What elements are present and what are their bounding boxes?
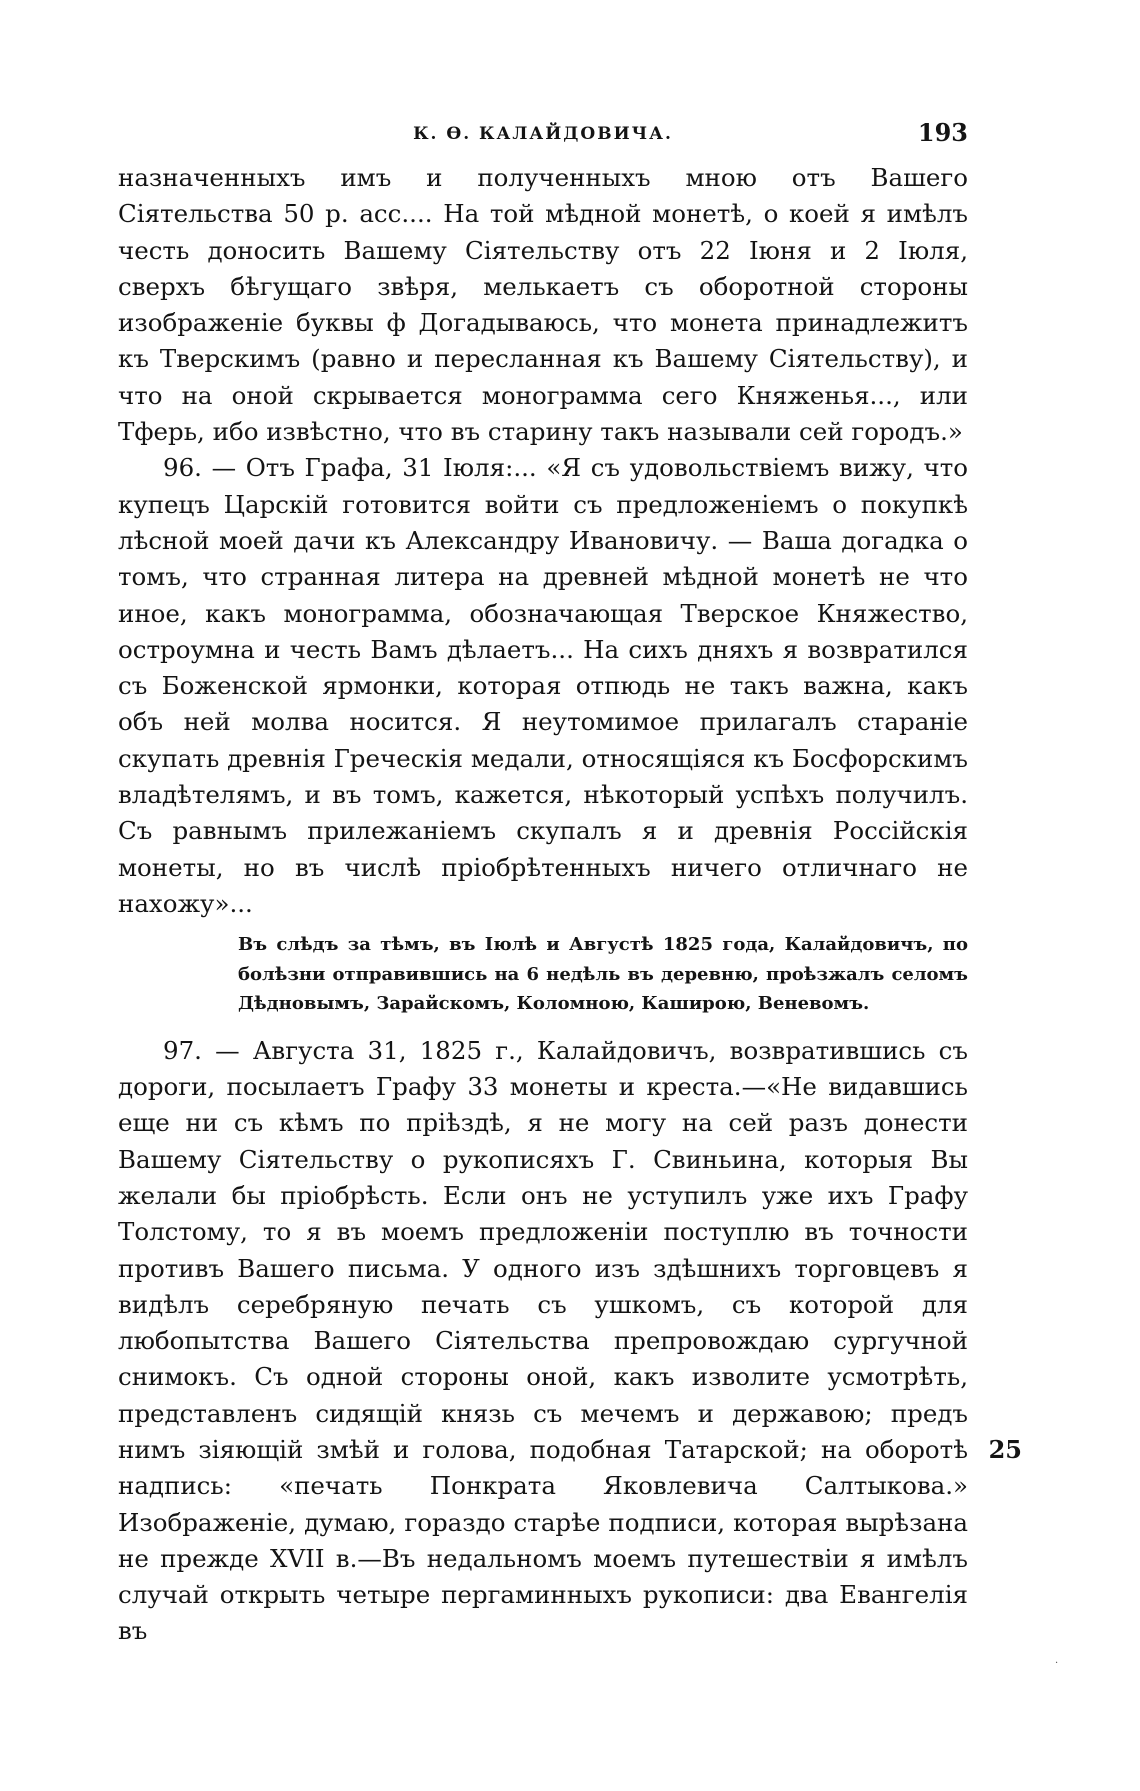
editorial-note: Въ слѣдъ за тѣмъ, въ Іюлѣ и Августѣ 1825 года, Калайдовичъ, по болѣзни отправившись на 6 недѣль въ деревню, проѣзжалъ селомъ Дѣдновымъ, Зарайскомъ, Коломною, Каширою, Веневомъ. bbox=[238, 934, 968, 1015]
paragraph-continued: назначенныхъ имъ и полученныхъ мною отъ Вашего Сіятельства 50 р. асс.... На той мѣдной монетѣ, о коей я имѣлъ честь доносить Вашему Сіятельству отъ 22 Іюня и 2 Іюля, сверхъ бѣгущаго звѣря, мелькаетъ съ оборотной стороны изображеніе буквы ф Догадываюсь, что монета принадлежитъ къ Тверскимъ (равно и пересланная къ Вашему Сіятельству), и что на оной скрывается монограмма сего Княженья..., или Тферь, ибо извѣстно, что въ старину такъ называли сей городъ.» bbox=[118, 163, 968, 447]
paragraph-96: 96. — Отъ Графа, 31 Іюля:... «Я съ удовольствіемъ вижу, что купецъ Царскій готовится войти съ предложеніемъ о покупкѣ лѣсной моей дачи къ Александру Ивановичу. — Ваша догадка о томъ, что странная литера на древней мѣдной монетѣ не что иное, какъ монограмма, обозначающая Тверское Княжество, остроумна и честь Вамъ дѣлаетъ... На сихъ дняхъ я возвратился съ Боженской ярмонки, которая отпюдь не такъ важна, какъ объ ней молва носится. Я неутомимое прилагалъ стараніе скупать древнія Греческія медали, относящіяся къ Босфорскимъ владѣтелямъ, и въ томъ, кажется, нѣкоторый успѣхъ получилъ. Съ равнымъ прилежаніемъ скупалъ я и древнія Россійскія монеты, но въ числѣ пріобрѣтенныхъ ничего отличнаго не нахожу»... bbox=[118, 453, 968, 918]
page-header bbox=[118, 118, 968, 152]
page-number: 193 bbox=[917, 118, 968, 147]
paragraph-97: 97. — Августа 31, 1825 г., Калайдовичъ, возвратившись съ дороги, посылаетъ Графу 33 монеты и креста.—«Не видавшись еще ни съ кѣмъ по пріѣздѣ, я не могу на сей разъ донести Вашему Сіятельству о рукописяхъ Г. Свиньина, которыя Вы желали бы пріобрѣсть. Если онъ не уступилъ уже ихъ Графу Толстому, то я въ моемъ предложеніи поступлю въ точности противъ Вашего письма. У одного изъ здѣшнихъ торговцевъ я видѣлъ серебряную печать съ ушкомъ, съ которой для любопытства Вашего Сіятельства препровождаю сургучной снимокъ. Съ одной стороны оной, какъ изволите усмотрѣть, представленъ сидящій князь съ мечемъ и державою; предъ нимъ зіяющій змѣй и голова, подобная Татарской; на оборотѣ надпись: «печать Понкрата Яковлевича Салтыкова.» Изображеніе, думаю, гораздо старѣе подписи, которая вырѣзана не прежде XVII в.—Въ недальномъ моемъ путешествіи я имѣлъ случай открыть четыре пергаминныхъ рукописи: два Евангелія въ bbox=[118, 1035, 968, 1646]
scan-speck: · bbox=[1055, 1658, 1059, 1669]
signature-mark: 25 bbox=[988, 1435, 1022, 1464]
running-head: К. Ѳ. КАЛАЙДОВИЧА. bbox=[413, 124, 673, 144]
body-text bbox=[118, 160, 968, 1650]
